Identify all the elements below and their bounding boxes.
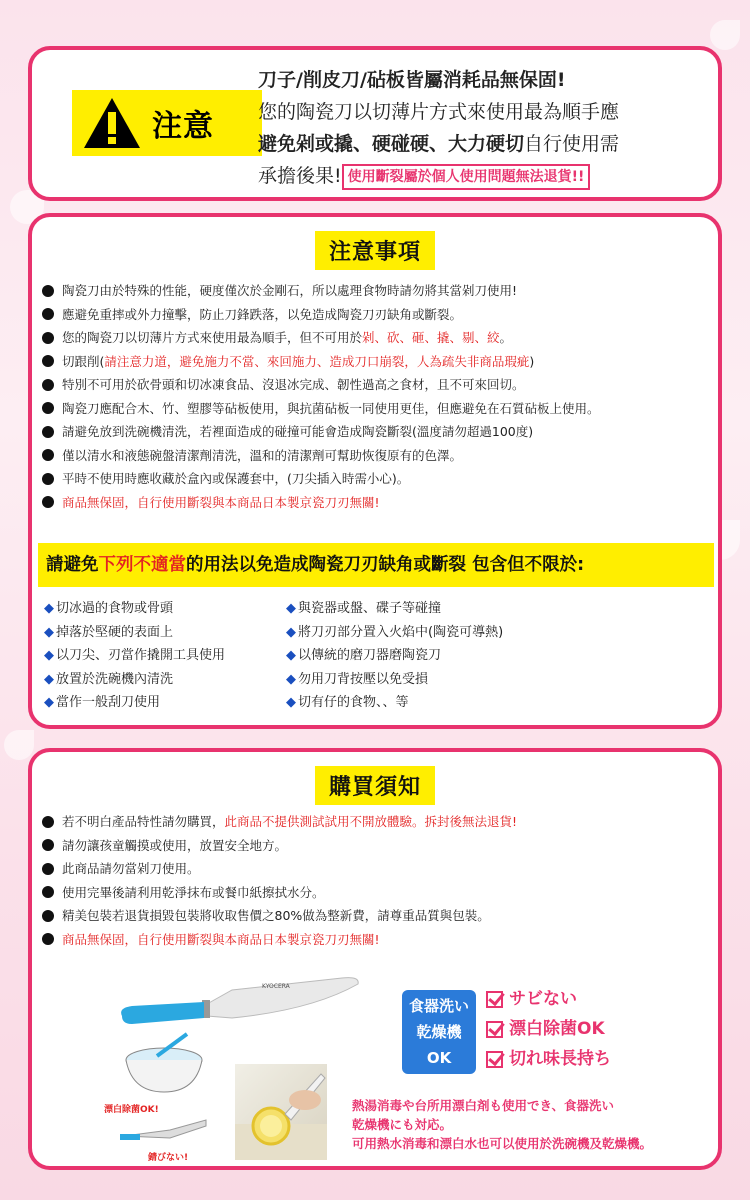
diamond-icon: ◆ [286, 624, 296, 640]
item-text: 此商品不提供測試試用不開放體驗。拆封後無法退貨! [224, 814, 518, 829]
avoid-item-text: 將刀刃部分置入火焰中(陶瓷可導熱) [298, 624, 504, 640]
item-text: 特別不可用於砍骨頭和切冰凍食品、沒退冰完成、韌性過高之食材，且不可來回切。 [62, 377, 525, 392]
avoid-item [44, 621, 286, 645]
diamond-icon: ◆ [286, 648, 296, 663]
list-item [42, 928, 722, 952]
item-text: 商品無保固，自行使用斷裂與本商品日本製京瓷刀刃無關! [62, 931, 380, 947]
feature-checklist [486, 984, 611, 1074]
list-item [42, 810, 722, 834]
feature-check [486, 1014, 611, 1044]
feature-label: サビない [509, 989, 577, 1009]
bowl-label: 漂白除菌OK! [104, 1105, 159, 1115]
purchase-list [42, 810, 722, 951]
item-text: 請勿讓孩童觸摸或使用，放置安全地方。 [62, 837, 288, 853]
warning-line2: 您的陶瓷刀以切薄片方式來使用最為順手應 [258, 101, 620, 123]
avoid-item-text: 以傳統的磨刀器磨陶瓷刀 [298, 648, 442, 663]
lemon-photo [235, 1064, 327, 1160]
item-text: 陶瓷刀由於特殊的性能，硬度僅次於金剛石，所以處理食物時請勿將其當剁刀使用! [62, 283, 518, 298]
list-item [42, 397, 722, 421]
item-text: 切跟削( [62, 353, 105, 369]
bullet-icon [42, 933, 54, 945]
avoid-item [44, 691, 286, 715]
diamond-icon: ◆ [286, 671, 296, 687]
item-text: 陶瓷刀應配合木、竹、塑膠等砧板使用，與抗菌砧板一同使用更佳，但應避免在石質砧板上使用。 [62, 400, 600, 416]
small-knife-image [120, 1116, 210, 1146]
warning-line1: 刀子/削皮刀/砧板皆屬消耗品無保固! [258, 69, 566, 91]
list-item [42, 279, 722, 303]
list-item [42, 350, 722, 374]
avoid-item [44, 644, 286, 668]
product-illustration [102, 970, 712, 1166]
check-icon [486, 1021, 503, 1038]
petal-decoration [4, 730, 34, 760]
diamond-icon: ◆ [286, 695, 296, 710]
avoid-heading-red: 下列不適當 [98, 555, 186, 575]
list-item [42, 491, 722, 515]
avoid-item [44, 597, 286, 621]
warning-line3-bold: 避免剁或撬、硬碰硬、大力硬切 [258, 133, 525, 155]
diamond-icon: ◆ [44, 648, 54, 663]
dishwasher-ok-badge [402, 990, 476, 1074]
warning-line4: 承擔後果! [258, 165, 342, 187]
item-text: 應避免重摔或外力撞擊，防止刀鋒跌落，以免造成陶瓷刀刃缺角或斷裂。 [62, 306, 463, 322]
warning-icon [82, 96, 142, 150]
knife-brand-logo: KYOCERA [262, 983, 290, 990]
list-item [42, 904, 722, 928]
item-text: ) [529, 353, 535, 369]
list-item [42, 326, 722, 350]
bullet-icon [42, 496, 54, 508]
petal-decoration [710, 20, 740, 50]
avoid-item-text: 放置於洗碗機內清洗 [56, 671, 174, 687]
item-text: 僅以清水和液態碗盤清潔劑清洗，溫和的清潔劑可幫助恢復原有的色澤。 [62, 447, 463, 463]
dishwasher-note [352, 1096, 732, 1153]
bullet-icon [42, 449, 54, 461]
feature-label: 切れ味長持ち [509, 1049, 611, 1069]
bullet-icon [42, 839, 54, 851]
note-line: 熱湯消毒や台所用漂白剤も使用でき、食器洗い [352, 1098, 615, 1113]
item-text: 您的陶瓷刀以切薄片方式來使用最為順手，但不可用於 [62, 330, 363, 345]
check-icon [486, 1051, 503, 1068]
avoid-item [286, 597, 686, 621]
avoid-item [286, 668, 686, 692]
avoid-list [44, 597, 714, 715]
avoid-item-text: 以刀尖、刃當作撬開工具使用 [56, 648, 226, 663]
avoid-item-text: 切有仔的食物、、等 [298, 695, 409, 710]
badge-line-1: 食器洗い [408, 997, 469, 1015]
precautions-list [42, 279, 722, 514]
list-item [42, 834, 722, 858]
bullet-icon [42, 886, 54, 898]
avoid-item-text: 切冰過的食物或骨頭 [56, 601, 174, 616]
item-text: 商品無保固，自行使用斷裂與本商品日本製京瓷刀刃無關! [62, 494, 380, 510]
feature-check [486, 1044, 611, 1074]
item-text: 請注意力道，避免施力不當、來回施力、造成刀口崩裂，人為疏失非商品瑕疵 [104, 353, 530, 369]
item-text: 使用完畢後請利用乾淨抹布或餐巾紙擦拭水分。 [62, 884, 325, 900]
check-icon [486, 991, 503, 1008]
bullet-icon [42, 863, 54, 875]
avoid-item-text: 當作一般刮刀使用 [56, 695, 161, 710]
avoid-item [286, 621, 686, 645]
avoid-heading-post: 的用法以免造成陶瓷刀刃缺角或斷裂 包含但不限於: [186, 555, 585, 575]
item-text: 剁、砍、砸、撬、剔、絞 [362, 330, 500, 345]
item-text: 請避免放到洗碗機清洗，若裡面造成的碰撞可能會造成陶瓷斷裂(溫度請勿超過100度) [62, 424, 534, 439]
feature-check [486, 984, 611, 1014]
diamond-icon: ◆ [44, 671, 54, 687]
bullet-icon [42, 402, 54, 414]
item-text: 此商品請勿當剁刀使用。 [62, 861, 200, 876]
bowl-image [102, 1030, 227, 1164]
list-item [42, 420, 722, 444]
bullet-icon [42, 816, 54, 828]
avoid-item [286, 644, 686, 668]
bullet-icon [42, 355, 54, 367]
purchase-title: 購買須知 [315, 766, 435, 805]
warning-line3-rest: 自行使用需 [524, 133, 620, 155]
avoid-item [286, 691, 686, 715]
list-item [42, 881, 722, 905]
item-text: 平時不使用時應收藏於盒內或保護套中，(刀尖插入時需小心)。 [62, 471, 410, 486]
warning-block [72, 90, 262, 156]
list-item [42, 467, 722, 491]
avoid-item [44, 668, 286, 692]
bullet-icon [42, 910, 54, 922]
avoid-item-text: 掉落於堅硬的表面上 [56, 624, 174, 640]
avoid-heading-pre: 請避免 [46, 555, 99, 575]
bullet-icon [42, 332, 54, 344]
warning-card [28, 46, 722, 201]
bullet-icon [42, 308, 54, 320]
bullet-icon [42, 426, 54, 438]
diamond-icon: ◆ [286, 601, 296, 616]
diamond-icon: ◆ [44, 601, 54, 616]
avoid-item-text: 與瓷器或盤、碟子等碰撞 [298, 601, 442, 616]
badge-line-3: OK [426, 1049, 452, 1067]
no-return-tag: 使用斷裂屬於個人使用問題無法退貨!! [342, 164, 591, 190]
list-item [42, 857, 722, 881]
badge-line-2: 乾燥機 [416, 1023, 462, 1041]
bullet-icon [42, 285, 54, 297]
list-item [42, 373, 722, 397]
precautions-card [28, 213, 722, 729]
avoid-heading [38, 543, 714, 587]
item-text: 精美包裝若退貨損毀包裝將收取售價之80%做為整新費，請尊重品質與包裝。 [62, 908, 490, 923]
list-item [42, 444, 722, 468]
note-line: 可用熱水消毒和漂白水也可以使用於洗碗機及乾燥機。 [352, 1136, 653, 1151]
avoid-item-text: 勿用刀背按壓以免受損 [298, 671, 429, 687]
purchase-notice-card [28, 748, 722, 1170]
bowl-sublabel: 錆びない! [148, 1153, 189, 1163]
item-text: 若不明白產品特性請勿購買， [62, 814, 225, 829]
warning-label: 注意 [152, 109, 214, 144]
feature-label: 漂白除菌OK [509, 1019, 605, 1039]
diamond-icon: ◆ [44, 624, 54, 640]
bullet-icon [42, 379, 54, 391]
diamond-icon: ◆ [44, 695, 54, 710]
item-text: 。 [499, 330, 513, 345]
list-item [42, 303, 722, 327]
bullet-icon [42, 473, 54, 485]
warning-text [258, 64, 718, 192]
note-line: 乾燥機にも対応。 [352, 1117, 453, 1132]
precautions-title: 注意事項 [315, 231, 435, 270]
